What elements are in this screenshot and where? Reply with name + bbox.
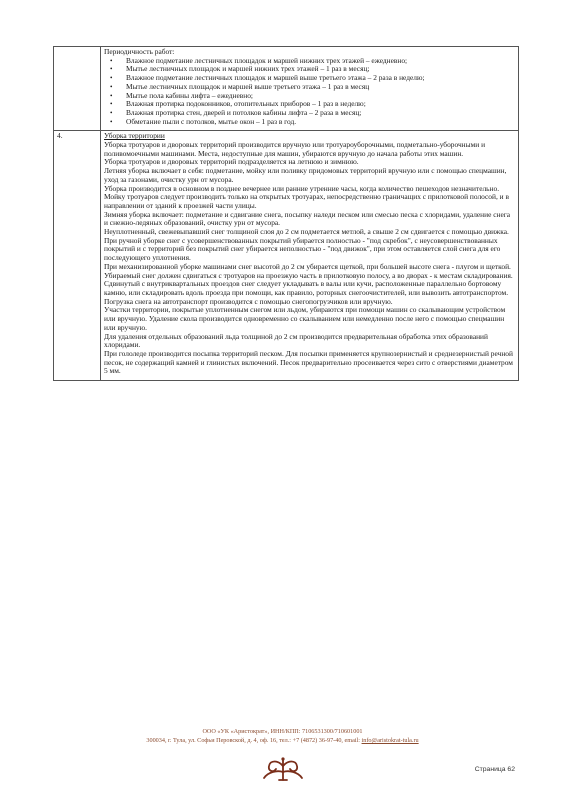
paragraph: Уборка тротуаров и дворовых территорий производится вручную или тротуароуборочными, подметально-уборочными и поливомоечными машинами. Места, недоступные для машин, убираются вручную до начала работы этих машин.: [104, 140, 486, 158]
bullet-icon: •: [110, 117, 113, 126]
ornament-logo-icon: [260, 756, 306, 782]
bullet-icon: •: [110, 100, 113, 109]
bullet-icon: •: [110, 56, 113, 65]
page-number: Страница 62: [474, 766, 515, 773]
paragraph: Зимняя уборка включает: подметание и сдвигание снега, посыпку наледи песком или смесью песка с хлоридами, удаление снега и снежно-ледяных образований, очистку урн от мусора.: [104, 209, 511, 228]
table-row: [54, 131, 519, 381]
paragraph: Для удаления отдельных образований льда толщиной до 2 см производится предварительная обработка этих образований хлоридами.: [104, 331, 488, 350]
list-item-text: Обметание пыли с потолков, мытье окон – 1 раз в год.: [126, 116, 297, 126]
bullet-icon: •: [110, 91, 113, 100]
paragraph: Уборка тротуаров и дворовых территорий подразделяется на летнюю и зимнюю.: [104, 157, 359, 167]
footer-email-link[interactable]: info@aristokrat-tula.ru: [361, 737, 419, 744]
paragraph: Неуплотненный, свежевыпавший снег толщиной слоя до 2 см подметается метлой, а свыше 2 см сдвигается с помощью движка.: [104, 227, 509, 237]
works-table: [53, 46, 519, 381]
bullet-icon: •: [110, 74, 113, 83]
bullet-icon: •: [110, 65, 113, 74]
table-row: [54, 47, 519, 131]
paragraph: При механизированной уборке машинами снег высотой до 2 см убирается щеткой, при большей высоте снега - плугом и щеткой. Убираемый снег должен сдвигаться с тротуаров на проезжую часть в прилотковую полосу, а во дворах - к местам складирования. Сдвинутый с внутриквартальных проездов снег следует укладывать в валы или кучи, расположенные параллельно бортовому камню, или складировать вдоль проезда при помощи, как правило, роторных снегоочистителей, или вывозить автотранспортом. Погрузка снега на автотранспорт производится с помощью снегопогрузчиков или вручную.: [104, 261, 513, 306]
list-item-text: Влажное подметание лестничных площадок и маршей нижних трех этажей – ежедневно;: [126, 55, 408, 65]
row-number-cell: [54, 47, 101, 131]
list-item-text: Влажное подметание лестничных площадок и маршей выше третьего этажа – 2 раза в неделю;: [126, 73, 425, 83]
footer-address-line: [0, 736, 565, 745]
paragraph: При гололеде производится посыпка территорий песком. Для посыпки применяется крупнозернистый и среднезернистый речной песок, не содержащий камней и глинистых включений. Песок предварительно просеивается через сито с отверстиями диаметром 5 мм.: [104, 348, 513, 376]
page-footer: [0, 727, 565, 745]
bullet-icon: •: [110, 82, 113, 91]
list-item-text: Мытье лестничных площадок и маршей нижних трех этажей – 1 раз в месяц;: [126, 64, 370, 74]
paragraph: Уборка производится в основном в позднее вечернее или ранние утренние часы, когда количество пешеходов незначительно. Мойку тротуаров следует производить только на открытых тротуарах, непосредственно граничащих с прилотковой полосой, и в направлении от зданий к проезжей части улицы.: [104, 183, 509, 210]
list-item-text: Мытье лестничных площадок и маршей выше третьего этажа – 1 раз в месяц: [126, 81, 370, 91]
paragraph: Летняя уборка включает в себя: подметание, мойку или поливку придомовых территорий вручную или с помощью спецмашин, уход за газонами, очистку урн от мусора.: [104, 166, 507, 184]
row-number-cell: 4.: [54, 131, 101, 381]
list-item-text: Влажная протирка стен, дверей и потолков кабины лифта – 2 раза в месяц;: [126, 107, 362, 117]
territory-cleaning-cell: [101, 131, 519, 381]
footer-address: 300034, г. Тула, ул. Софьи Перовской, д. 4, оф. 16, тел.: +7 (4872) 36-97-40, email:: [146, 737, 362, 744]
periodicity-heading: Периодичность работ:: [104, 47, 175, 56]
periodicity-cell: [101, 47, 519, 131]
section-title: Уборка территории: [104, 131, 165, 141]
paragraph: Участки территории, покрытые уплотненным снегом или льдом, убираются при помощи машин со скалывающим устройством или вручную. Удаление скола производится одновременно со скалыванием или немедленно после него с помощью спецмашин или вручную.: [104, 305, 506, 332]
footer-company-line: ООО «УК «Аристократ», ИНН/КПП: 7106531300/710601001: [202, 728, 363, 735]
section-body: [104, 141, 515, 376]
list-item-text: Влажная протирка подоконников, отопительных приборов – 1 раз в неделю;: [126, 99, 366, 109]
periodicity-list: [104, 57, 515, 127]
list-item-text: Мытье пола кабины лифта – ежедневно;: [126, 90, 253, 100]
list-item: [104, 118, 515, 127]
bullet-icon: •: [110, 108, 113, 117]
paragraph: При ручной уборке снег с усовершенствованных покрытий убирается полностью - "под скребок", с неусовершенствованных покрытий и с территорий без покрытий снег убирается неполностью - "под движок", при этом оставляется слой снега для его последующего уплотнения.: [104, 235, 501, 263]
